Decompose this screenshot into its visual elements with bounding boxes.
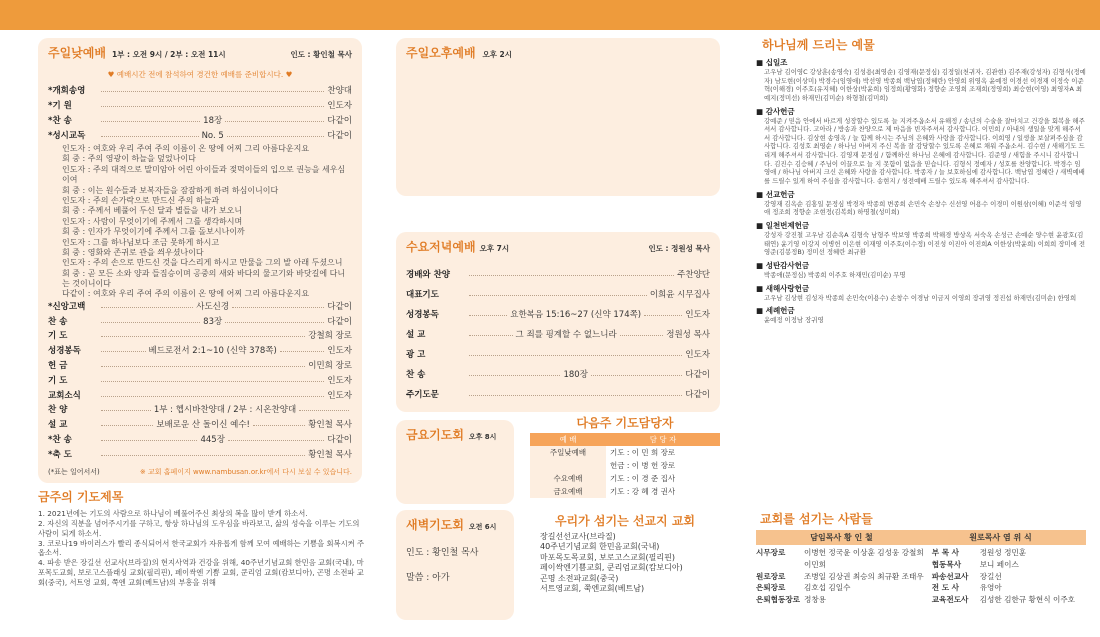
offering-heading: ■ 감사헌금 — [756, 106, 795, 116]
order-content: No. 5 — [201, 131, 224, 141]
order-person: 다같이 — [685, 370, 711, 380]
offering-names: 고우남 김이영C 강상훈(송영숙) 김성용(최영순) 김영재(문정심) 김정일(천귀자, 김관현) 김주재(강성자) 김형식(정예자) 남도현(이상미) 박경수(임영애) 박선영 박종희 백남엽(정혜란) 안영희 위영옥 윤예정 이경선 이경재 이정숙 이준혁(이해경) 이주호(유지혜) 이한상(박윤희) 임정희(황영화) 정향순 조영희 조재희(정영희) 최승현(이영) 최영자A 최예지(정미선) 하재민(김미순) 하형철(김미희) — [764, 68, 1086, 102]
staff-row — [756, 582, 926, 594]
responsive-line: 회 중 : 곧 모든 소와 양과 들짐승이며 공중의 새와 바다의 물고기와 바닷길에 다니는 것이니이다 — [62, 268, 346, 289]
morning-order-list-2 — [48, 300, 352, 463]
staff-right — [932, 547, 1086, 606]
mission-item: 곤명 소전파교회(중국) — [540, 573, 619, 583]
prayer-title: 금주의 기도제목 — [38, 490, 124, 504]
next-week-section — [530, 414, 720, 498]
leader-dots — [101, 425, 153, 426]
order-row — [406, 285, 710, 305]
order-item: 찬 양 — [48, 405, 68, 416]
morning-worship-panel — [38, 38, 362, 483]
order-item: 찬 송 — [48, 316, 68, 327]
leader-dots — [469, 395, 682, 396]
leader-dots — [101, 351, 146, 352]
evening-order-list — [406, 265, 710, 405]
order-row — [48, 389, 352, 404]
leader-dots — [101, 121, 200, 122]
order-item: 설 교 — [406, 330, 426, 340]
responsive-reading — [48, 144, 352, 300]
offering-heading: ■ 선교헌금 — [756, 189, 795, 199]
missions-section — [530, 512, 720, 594]
responsive-line: 인도자 : 주의 손가락으로 만드신 주의 하늘과 — [62, 195, 220, 205]
order-content: 그 죄를 핑계할 수 없느니라 — [515, 330, 617, 340]
offering-title: 하나님께 드리는 예물 — [762, 38, 875, 52]
evening-leader: 인도 : 정원성 목사 — [648, 244, 710, 253]
order-item: 교회소식 — [48, 390, 81, 401]
order-item: 경배와 찬양 — [406, 270, 451, 280]
afternoon-panel — [396, 38, 720, 196]
staff-row — [756, 571, 926, 583]
staff-names: 정창용 — [804, 595, 827, 605]
leader-dots — [620, 335, 664, 336]
friday-time: 오후 8시 — [468, 433, 497, 441]
staff-names: 이병헌 정국윤 이상훈 김성웅 강철희 이민희 — [804, 548, 924, 569]
order-row — [48, 315, 352, 330]
next-col-worship: 예 배 — [559, 435, 577, 444]
next-person: 기도 : 이 경 준 집사 — [610, 474, 676, 483]
leader-dots — [253, 425, 305, 426]
order-row — [48, 129, 352, 144]
responsive-line: 인도자 : 그를 하나님보다 조금 못하게 하시고 — [62, 237, 220, 247]
leader-dots — [469, 315, 507, 316]
order-person: 이민희 장로 — [308, 361, 352, 372]
dawn-leader: 인도 : 황인철 목사 — [406, 548, 479, 558]
offering-list — [756, 57, 1086, 325]
staff-role: 부 목 사 — [931, 548, 960, 557]
staff-role: 원로장로 — [756, 571, 786, 581]
order-item: *성시교독 — [48, 131, 86, 141]
missions-list — [530, 532, 720, 594]
order-person: 인도자 — [685, 310, 711, 320]
offering-names: 고우남 김상현 김성자 박종희 손민숙(이용수) 손창수 이경남 이금지 이영희 장귀영 정진섭 하재민(김미순) 한영희 — [764, 293, 1077, 302]
friday-title: 금요기도회 — [406, 428, 464, 442]
order-row — [406, 345, 710, 365]
offering-names: 강영재 김옥순 김홍일 문정심 박경자 박종희 변종희 손민숙 손창수 신선영 어용수 이경미 이원삼(이혜) 이준석 임영애 정조희 정향순 조현정(김복희) 하명철(성미희) — [764, 199, 1082, 217]
dawn-word: 말씀 : 아가 — [406, 573, 450, 583]
leader-dots — [101, 381, 324, 382]
staff-row — [756, 594, 926, 606]
next-worship: 금요예배 — [530, 485, 606, 498]
staff-names: 조병일 김상권 최승의 최규환 조태우 — [804, 571, 924, 581]
order-item: *찬 송 — [48, 116, 72, 126]
staff-role: 협동목사 — [931, 559, 962, 569]
order-person: 다같이 — [327, 301, 352, 312]
responsive-line: 회 중 : 주께서 베풀어 두신 달과 별들을 내가 보오니 — [62, 206, 243, 216]
order-content: 445장 — [200, 435, 225, 446]
order-person: 다같이 — [327, 435, 353, 446]
responsive-line: 인도자 : 주의 손으로 만드신 것을 다스리게 하시고 만물을 그의 발 아래 두셨으니 — [62, 258, 343, 268]
morning-title: 주일낮예배 — [48, 46, 106, 60]
next-row — [530, 446, 720, 459]
leader-dots — [101, 336, 305, 337]
leader-dots — [225, 121, 324, 122]
order-person: 인도자 — [327, 101, 352, 111]
staff-names: 정원성 정민훈 — [979, 548, 1027, 557]
order-item: 대표기도 — [406, 290, 439, 300]
order-item: 광 고 — [406, 350, 426, 360]
staff-row — [932, 594, 1086, 606]
leader-dots — [101, 322, 200, 323]
offering-heading: ■ 새해사랑헌금 — [756, 283, 810, 293]
order-row — [48, 84, 352, 99]
leader-dots — [469, 335, 513, 336]
leader-dots — [469, 355, 682, 356]
next-row — [530, 472, 720, 485]
order-row — [48, 403, 352, 418]
morning-order-list — [48, 84, 352, 144]
offering-names: 윤예정 이정남 장귀영 — [764, 316, 824, 325]
order-row — [48, 374, 352, 389]
emeritus-pastor: 원로목사 염 위 식 — [969, 533, 1032, 542]
order-content: 1부 : 헵시바찬양대 / 2부 : 시온찬양대 — [153, 405, 297, 416]
staff-row — [756, 547, 926, 571]
next-rows — [530, 446, 720, 498]
order-item: 성경봉독 — [48, 346, 81, 357]
order-content: 83장 — [203, 316, 223, 327]
order-person: 황인철 목사 — [308, 449, 352, 460]
order-row — [48, 329, 352, 344]
prayer-item: 1. 2021년에는 기도의 사람으로 하나님이 베풀어주신 최상의 복을 많이 받게 하소서. — [38, 509, 308, 518]
next-person: 헌금 : 이 병 헌 장로 — [610, 461, 676, 470]
responsive-line: 회 중 : 인자가 무엇이기에 주께서 그를 돌보시나이까 — [62, 227, 245, 237]
leader-dots — [101, 366, 305, 367]
next-person: 기도 : 이 민 희 장로 — [610, 448, 676, 457]
prayer-item: 2. 자신의 직분을 넘어주시기를 구하고, 항상 하나님의 도우심을 바라보고, 삶의 성숙을 이루는 기도의 사람이 되게 하소서. — [38, 518, 360, 538]
dawn-title: 새벽기도회 — [406, 518, 464, 532]
evening-panel — [396, 232, 720, 412]
staff-row — [932, 559, 1086, 571]
leader-dots — [101, 396, 324, 397]
staff-row — [932, 547, 1086, 559]
next-worship: 수요예배 — [530, 472, 606, 485]
prayer-section — [38, 488, 368, 588]
leader-dots — [299, 410, 349, 411]
order-content: 베드로전서 2:1~10 (신약 378쪽) — [148, 346, 277, 357]
order-row — [48, 359, 352, 374]
afternoon-time: 오후 2시 — [482, 50, 513, 59]
next-person: 기도 : 강 혜 경 권사 — [610, 487, 676, 496]
order-item: 헌 금 — [48, 361, 68, 372]
order-item: *개회송영 — [48, 86, 86, 96]
order-row — [406, 325, 710, 345]
responsive-line: 다같이 : 여호와 우리 주여 주의 이름이 온 땅에 어찌 그리 아름다운지요 — [62, 289, 310, 299]
order-person: 이희윤 시무집사 — [649, 290, 710, 300]
responsive-line: 인도자 : 주의 대적으로 말미암아 어린 아이들과 젖먹이들의 입으로 권능을 세우심이여 — [62, 164, 346, 185]
mission-item: 장길선선교사(브라질) — [540, 532, 616, 541]
leader-dots — [280, 351, 325, 352]
staff-role: 시무장로 — [756, 548, 786, 557]
offering-heading: ■ 일천번제헌금 — [756, 220, 810, 230]
offering-names: 강예준 / 믿음 안에서 바르게 성장할수 있도록 늘 지켜주옵소서 유해정 / 송년의 수술을 잘마치고 건강을 회복을 해주셔서 감사합니다. 고아라 / 방송과 찬양으로 제 마음을 빈자주셔서 감사합니다. 이민희 / 아내의 생일을 맞게 해주셔서 감사합니다. 김상현 송영옥 / 늘 함께 하시는 주님의 은혜와 사랑을 감사합니다. 이희영 / 일생을 보살펴주심을 감사합니다. 김성호 최영순 / 하나님 아버지 주신 복을 잘 감당할수 있도록 은혜로 채워 주옵소서. 김수현 / 새해기도 드리게 해주셔서 감사합니다. 김영재 문정심 / 함께하신 하나님 은혜에 감사합니다. 김준영 / 새힘을 주시니 감사합니다. 김진수 김승혜 / 주님이 이끌으로 늘 지 못함이 없음을 믿습니다. 김형식 정예자 / 성호를 찬양합니다. 박경수 임영애 / 하나님 아버지 크신 은혜와 사랑을 감사합니다. 박종자 / 늘 보호하심에 감사합니다. 백남엽 정혜란 / 새벽예배를 드릴수 있게 하여 주심을 감사합니다. 송현지 / 성전예배 드릴수 있도록 해주셔서 감사합니다. — [764, 116, 1085, 186]
staff-names: 유영아 — [979, 583, 1002, 593]
responsive-line: 회 중 : 이는 원수들과 보복자들을 잠잠하게 하려 하심이니이다 — [62, 185, 279, 195]
homepage-note: ※ 교회 홈페이지 www.nambusan.or.kr에서 다시 보실 수 있습니다. — [139, 467, 352, 476]
order-row — [48, 300, 352, 315]
order-person: 다같이 — [327, 316, 353, 327]
order-row — [406, 265, 710, 285]
order-person: 강철희 장로 — [308, 331, 352, 342]
responsive-line: 회 중 : 주의 영광이 하늘을 덮었나이다 — [62, 154, 196, 164]
dawn-panel — [396, 510, 514, 620]
morning-leader: 인도 : 황인철 목사 — [290, 50, 352, 59]
order-row — [406, 385, 710, 405]
order-item: 성경봉독 — [406, 310, 439, 320]
mission-item: 40주년기념교회 한민음교회(국내) — [540, 542, 660, 552]
leader-dots — [227, 136, 325, 137]
evening-title: 수요저녁예배 — [406, 240, 476, 254]
order-item: *축 도 — [48, 449, 72, 460]
staff-left — [756, 547, 926, 606]
staff-names: 보니 페이스 — [979, 559, 1019, 569]
leader-dots — [469, 295, 647, 296]
order-row — [48, 433, 352, 448]
leader-dots — [101, 440, 197, 441]
order-content: 180장 — [563, 370, 588, 380]
missions-title: 우리가 섬기는 선교지 교회 — [554, 514, 696, 528]
staff-names: 장길선 — [979, 571, 1002, 581]
leader-dots — [228, 440, 324, 441]
leader-dots — [469, 275, 674, 276]
order-content: 요한복음 15:16~27 (신약 174쪽) — [510, 310, 642, 320]
staff-section — [756, 510, 1086, 606]
leader-dots — [591, 375, 682, 376]
order-item: 기 도 — [48, 375, 68, 386]
next-row — [530, 459, 720, 472]
order-person: 인도자 — [327, 346, 353, 357]
order-person: 주찬양단 — [677, 270, 710, 280]
order-person: 다같이 — [327, 131, 352, 141]
order-row — [48, 114, 352, 129]
order-row — [48, 448, 352, 463]
order-item: *신앙고백 — [48, 301, 86, 312]
afternoon-title: 주일오후예배 — [406, 46, 476, 60]
order-item: 주기도문 — [406, 390, 439, 400]
order-person: 인도자 — [327, 390, 352, 401]
order-row — [406, 305, 710, 325]
next-col-person: 담 당 자 — [649, 435, 677, 444]
staff-title: 교회를 섬기는 사람들 — [760, 512, 873, 526]
order-content: 18장 — [203, 116, 223, 126]
offering-heading: ■ 성탄감사헌금 — [756, 260, 810, 270]
senior-pastor: 담임목사 황 인 철 — [810, 533, 873, 542]
prayer-item: 3. 코로나19 바이러스가 빨리 종식되어서 한국교회가 자유롭게 함께 모여 예배하는 기쁨을 회복시켜 주옵소서. — [38, 538, 365, 558]
morning-notice: ♥ 예배시간 전에 참석하여 경건한 예배를 준비합시다. ♥ — [107, 70, 293, 79]
order-row — [48, 418, 352, 433]
prayer-item: 4. 파송 받은 장길선 선교사(브라질)의 현지사역과 건강을 위해, 40주년기념교회 한민음 교회(국내), 마포목도교회, 보로고스플래싱 교회(필리핀), 페이싹엔 기쁨 교회, 쿤리엄 교회(캄보디아), 곤명 소전파 교회(중국), 서트영 교회, 쭉엔 교회(베트남)의 부흥을 위해 — [38, 558, 364, 587]
order-row — [406, 365, 710, 385]
evening-time: 오후 7시 — [479, 244, 510, 253]
offering-heading: ■ 십일조 — [756, 58, 788, 67]
leader-dots — [101, 106, 324, 107]
mission-item: 마포목도목교회, 보로고스교회(필리핀) — [540, 552, 675, 562]
staff-names: 김성한 김한규 황현식 이주호 — [979, 595, 1075, 605]
leader-dots — [644, 315, 682, 316]
offering-names: 강성자 강진철 고우남 김순옥A 김형숙 남형주 박보영 박종희 박해경 방상옥 서숙옥 손성근 손예순 양수현 윤광호(김태연) 윤기영 이강지 이병헌 이은현 이재영 이주호(이수정) 이진성 이진아 이진희A 이한상(박윤희) 이희희 장미애 전영준(김봉정B) 정미선 정혜란 최규환 — [764, 230, 1086, 257]
leader-dots — [469, 375, 560, 376]
leader-dots — [232, 307, 324, 308]
order-person: 인도자 — [327, 375, 352, 386]
offering-section — [756, 36, 1086, 325]
order-row — [48, 344, 352, 359]
leader-dots — [101, 307, 193, 308]
staff-role: 전 도 사 — [931, 583, 960, 593]
top-bar — [0, 0, 1100, 30]
order-person: 황인철 목사 — [308, 420, 353, 431]
offering-names: 박종애(문정심) 박종희 이주호 하재민(김미순) 무명 — [764, 270, 906, 279]
next-worship — [530, 459, 606, 472]
order-item: *찬 송 — [48, 435, 72, 446]
order-row — [48, 99, 352, 114]
order-item: 찬 송 — [406, 370, 426, 380]
friday-panel — [396, 420, 514, 504]
stand-note: (*표는 일어서서) — [48, 467, 100, 476]
mission-item: 페이싹엔기쁨교회, 쿤리엄교회(캄보디아) — [540, 563, 683, 573]
order-person: 다같이 — [685, 390, 710, 400]
staff-row — [932, 571, 1086, 583]
order-content: 보배로운 산 돌이신 예수! — [156, 420, 250, 431]
staff-role: 은퇴장로 — [756, 583, 786, 593]
leader-dots — [101, 455, 305, 456]
offering-heading: ■ 세례헌금 — [756, 306, 795, 316]
staff-row — [932, 582, 1086, 594]
staff-role: 파송선교사 — [931, 571, 969, 581]
leader-dots — [101, 136, 199, 137]
order-content: 사도신경 — [196, 301, 230, 312]
staff-role: 은퇴협동장로 — [756, 595, 801, 605]
morning-times: 1부 : 오전 9시 / 2부 : 오전 11시 — [111, 50, 226, 59]
next-title: 다음주 기도담당자 — [576, 416, 674, 430]
mission-item: 서트영교회, 쭉엔교회(베트남) — [540, 583, 645, 593]
next-worship: 주일낮예배 — [530, 446, 606, 459]
dawn-time: 오전 6시 — [468, 523, 497, 531]
responsive-line: 인도자 : 사람이 무엇이기에 주께서 그를 생각하시며 — [62, 216, 243, 226]
responsive-line: 회 중 : 영화와 존귀로 관을 씌우셨나이다 — [62, 247, 204, 257]
leader-dots — [101, 91, 324, 92]
order-item: *기 원 — [48, 101, 72, 111]
responsive-line: 인도자 : 여호와 우리 주여 주의 이름이 온 땅에 어찌 그리 아름다운지요 — [62, 144, 310, 153]
staff-names: 김호섭 김일수 — [804, 583, 851, 593]
order-item: 설 교 — [48, 420, 68, 431]
order-person: 정원성 목사 — [666, 330, 710, 340]
staff-role: 교육전도사 — [931, 595, 969, 605]
order-person: 찬양대 — [327, 86, 352, 96]
leader-dots — [225, 322, 324, 323]
prayer-list — [38, 509, 368, 588]
leader-dots — [101, 410, 151, 411]
order-item: 기 도 — [48, 331, 68, 342]
order-person: 인도자 — [685, 350, 710, 360]
next-row — [530, 485, 720, 498]
order-person: 다같이 — [327, 116, 353, 126]
